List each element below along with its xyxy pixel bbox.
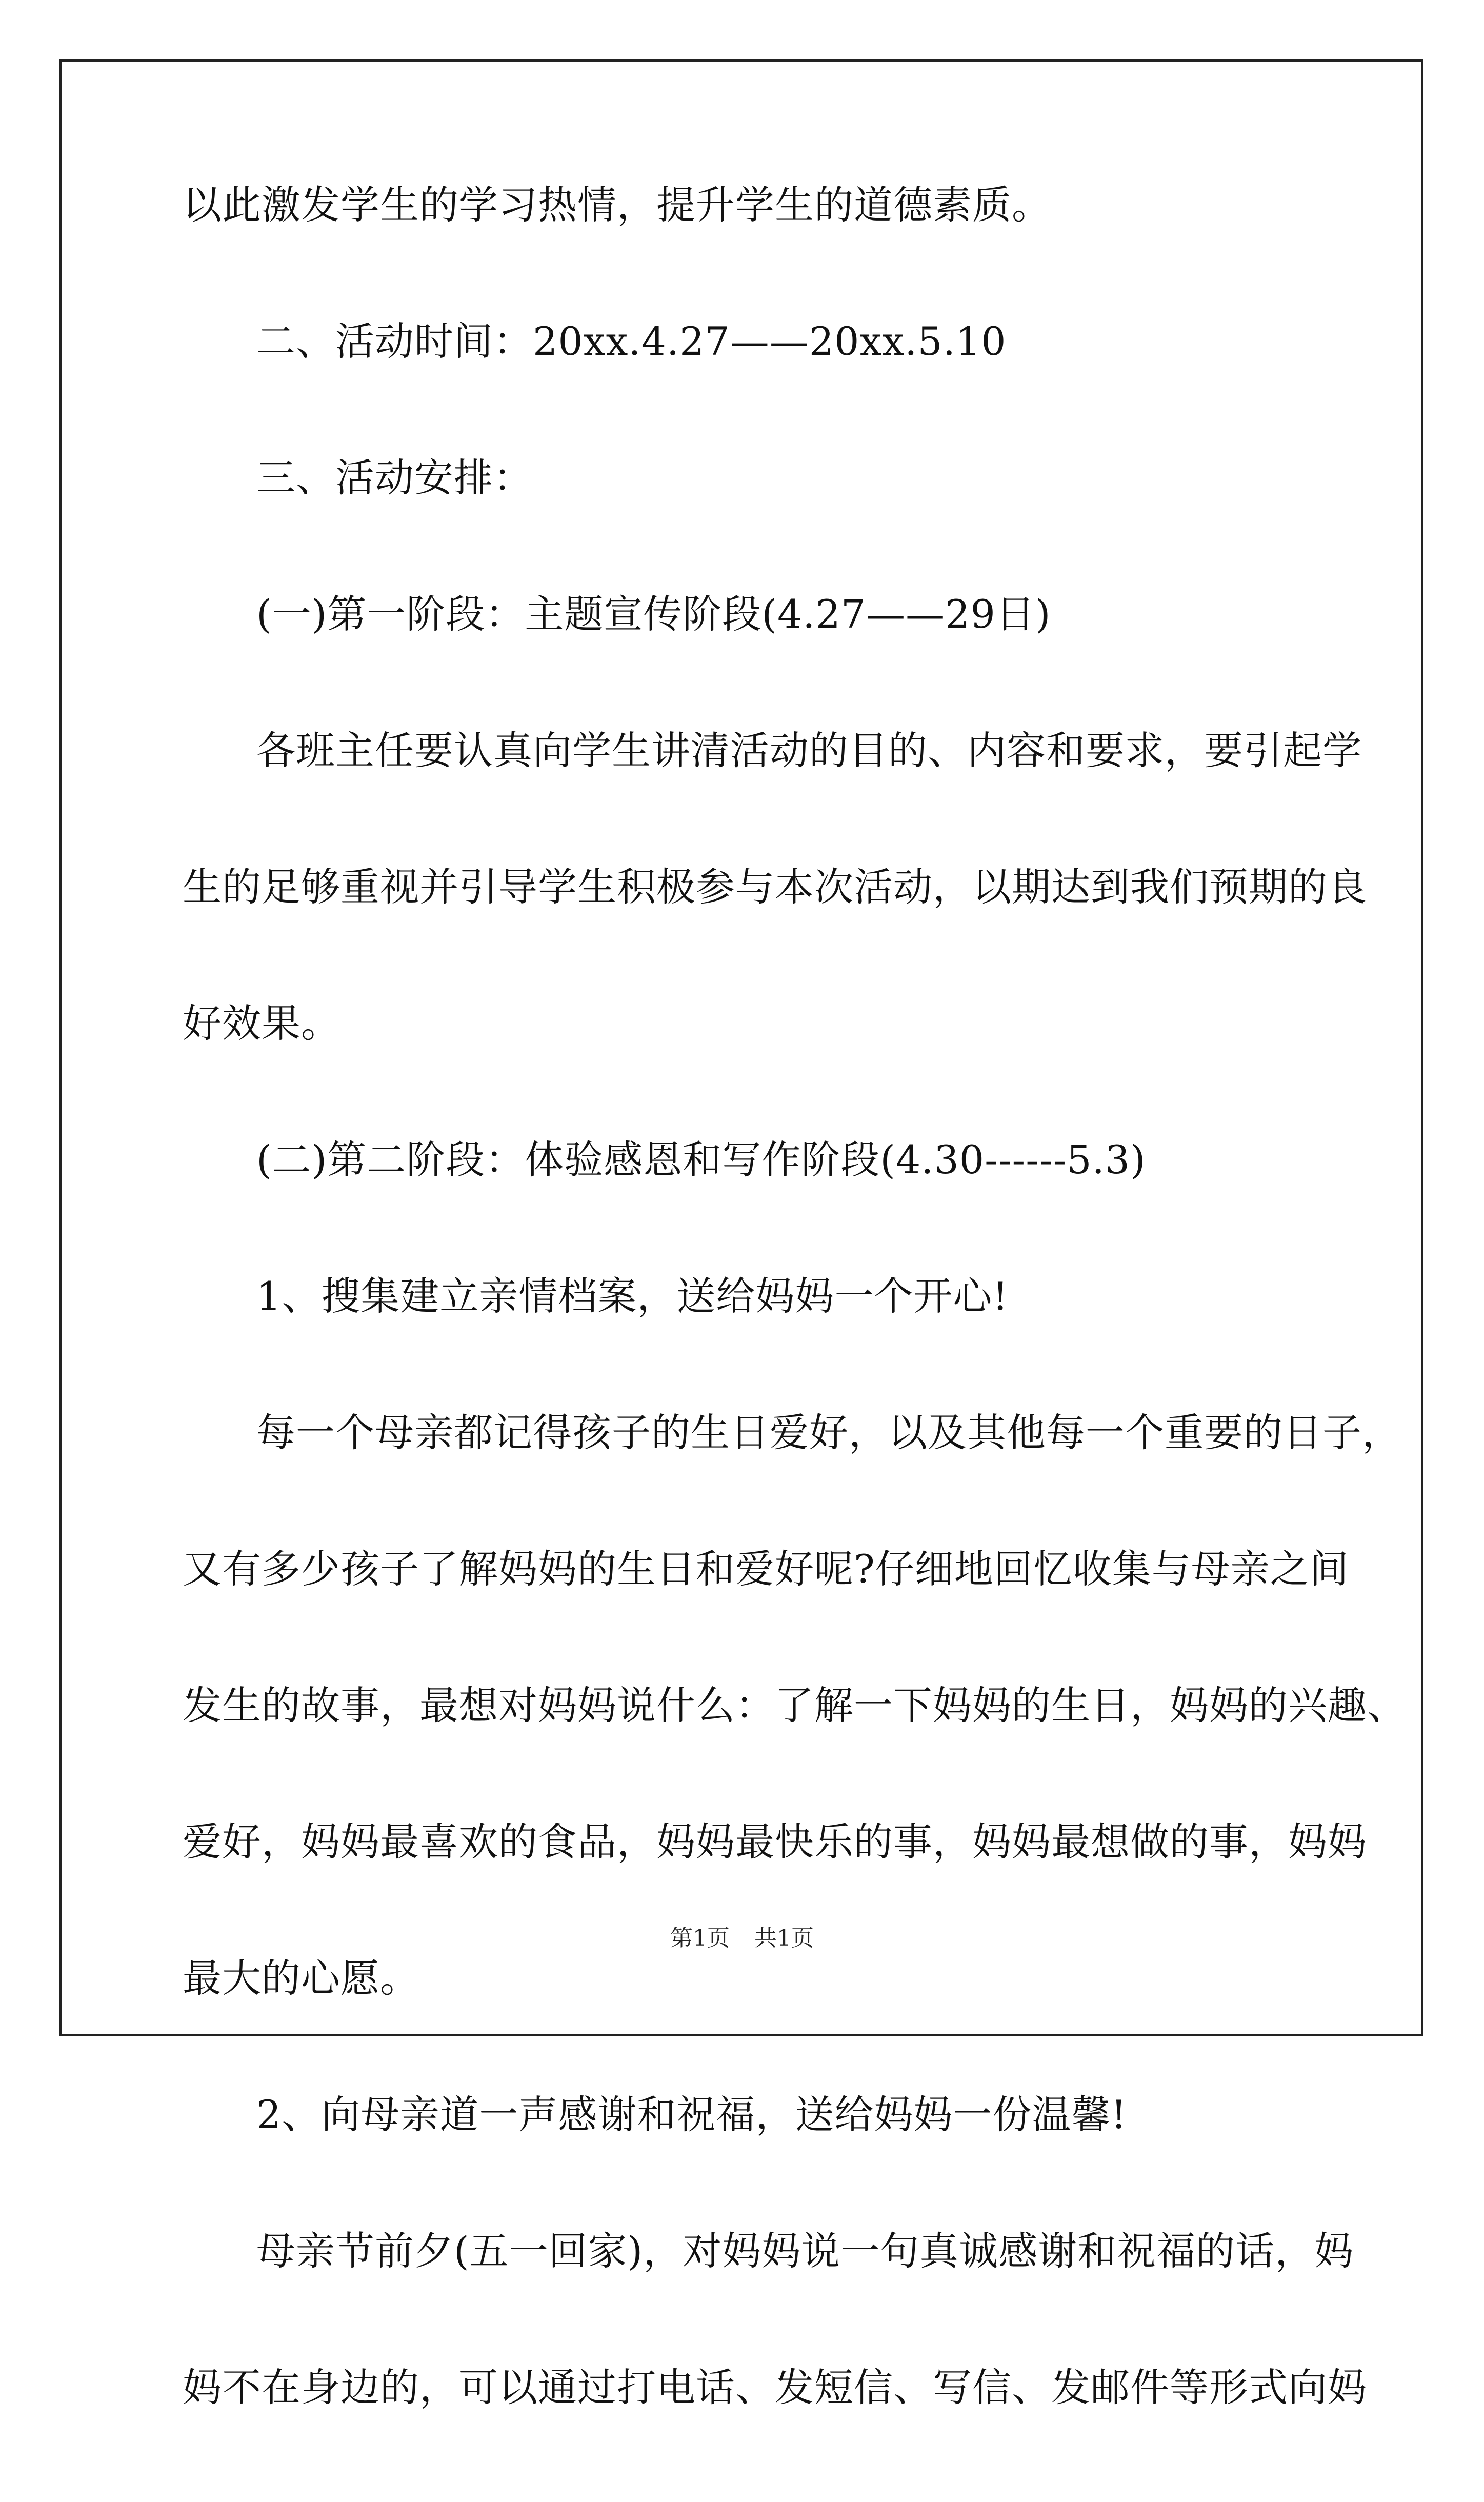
paragraph-line-7: 好效果。 [183, 1000, 340, 1046]
page-number-current: 第1页 [670, 1925, 730, 1951]
paragraph-line-1: 以此激发学生的学习热情，提升学生的道德素质。 [183, 182, 1051, 228]
paragraph-line-12: 发生的故事，最想对妈妈说什么：了解一下妈妈的生日，妈妈的兴趣、 [183, 1683, 1407, 1728]
paragraph-line-13: 爱好，妈妈最喜欢的食品，妈妈最快乐的事，妈妈最想做的事，妈妈 [183, 1819, 1367, 1865]
paragraph-line-6: 生的足够重视并引导学生积极参与本次活动，以期达到我们预期的良 [183, 864, 1367, 910]
section-heading-time: 二、活动时间：20xx.4.27——20xx.5.10 [256, 318, 1007, 364]
paragraph-line-10: 每一个母亲都记得孩子的生日爱好，以及其他每一个重要的日子， [256, 1410, 1401, 1455]
document-body [183, 182, 1407, 2502]
item-heading-2: 2、向母亲道一声感谢和祝福，送给妈妈一份温馨! [256, 2092, 1127, 2137]
paragraph-line-11: 又有多少孩子了解妈妈的生日和爱好呢?仔细地回忆收集与母亲之间 [183, 1546, 1349, 1592]
stage-heading-1: (一)第一阶段：主题宣传阶段(4.27——29日) [256, 591, 1051, 637]
item-heading-1: 1、搜集建立亲情档案，送给妈妈一个开心! [256, 1273, 1009, 1319]
paragraph-line-14: 最大的心愿。 [183, 1955, 419, 2001]
section-heading-arrangement: 三、活动安排： [256, 455, 533, 501]
paragraph-line-17: 妈不在身边的，可以通过打电话、发短信、写信、发邮件等形式向妈 [183, 2365, 1367, 2410]
paragraph-line-16: 母亲节前夕(五一回家)，对妈妈说一句真诚感谢和祝福的话，妈 [256, 2228, 1354, 2274]
paragraph-line-5: 各班主任要认真向学生讲清活动的目的、内容和要求，要引起学 [256, 728, 1362, 773]
page-number-total: 共1页 [754, 1925, 814, 1951]
stage-heading-2: (二)第二阶段：体验感恩和写作阶段(4.30------5.3) [256, 1137, 1146, 1183]
page-footer [0, 1924, 1484, 1953]
